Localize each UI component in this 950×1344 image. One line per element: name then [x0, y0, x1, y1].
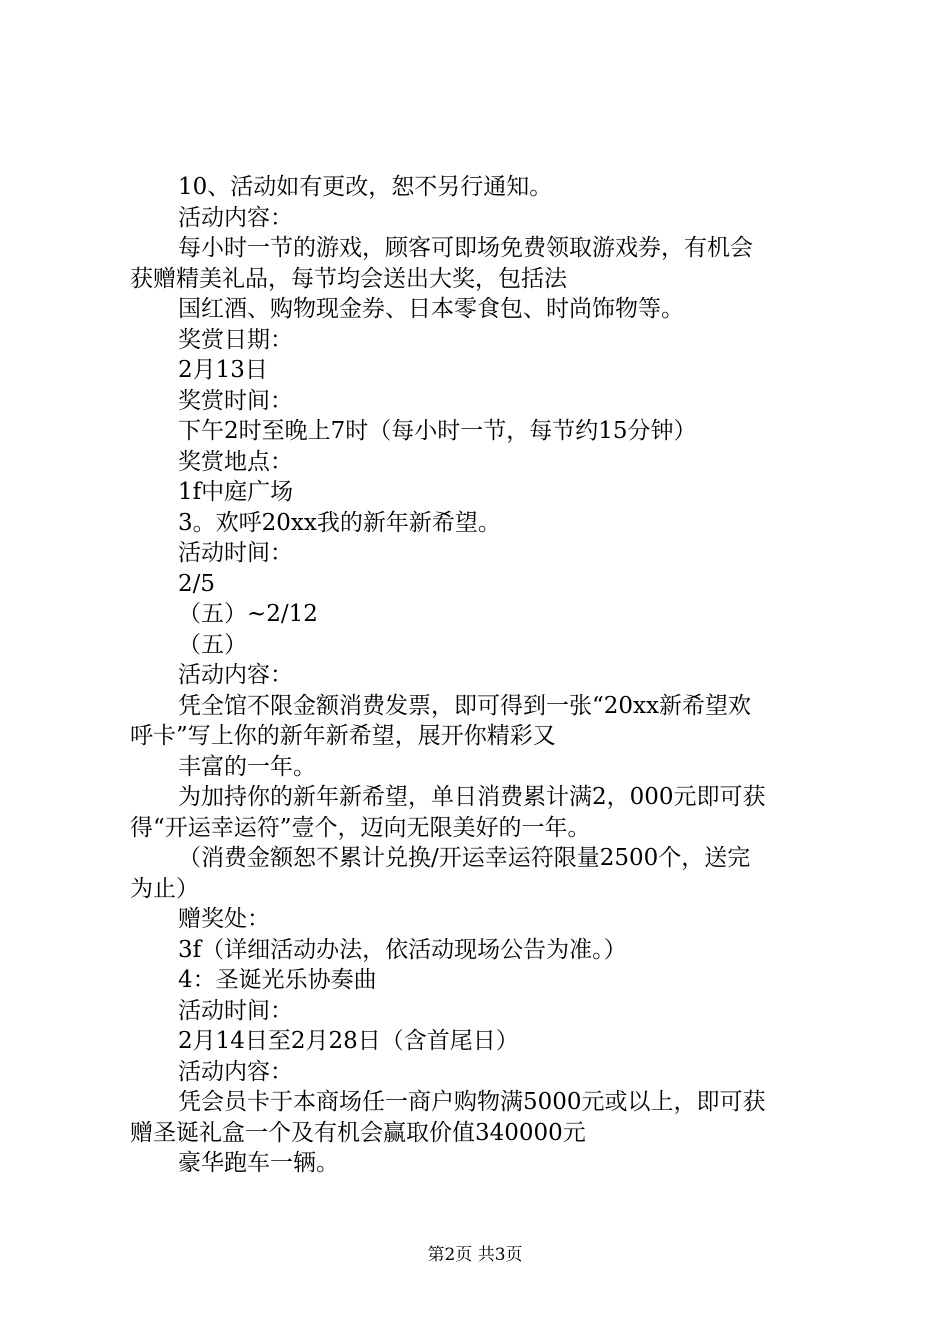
text-line: （消费金额恕不累计兑换/开运幸运符限量2500个，送完 [178, 845, 751, 871]
text-line: 活动内容： [178, 662, 293, 688]
text-line: 3。欢呼20xx我的新年新希望。 [178, 509, 501, 536]
text-line: 活动内容： [178, 1058, 293, 1085]
text-line: 活动时间： [178, 540, 293, 566]
text-line: 得“开运幸运符”壹个，迈向无限美好的一年。 [130, 814, 591, 841]
text-line: （五） [178, 631, 247, 658]
text-line: 奖赏时间： [178, 387, 293, 414]
page-footer: 第2页 共3页 [427, 1245, 523, 1265]
text-line: 凭会员卡于本商场任一商户购物满5000元或以上，即可获 [178, 1089, 766, 1115]
text-line: 国红酒、购物现金券、日本零食包、时尚饰物等。 [178, 296, 684, 322]
text-line: 下午2时至晚上7时（每小时一节，每节约15分钟） [178, 418, 697, 444]
text-line: 丰富的一年。 [178, 753, 316, 780]
text-line: 2月14日至2月28日（含首尾日） [178, 1028, 519, 1054]
text-line: 为加持你的新年新希望，单日消费累计满2，000元即可获 [178, 784, 766, 810]
text-line: 每小时一节的游戏，顾客可即场免费领取游戏券，有机会 [178, 235, 753, 261]
text-line: 获赠精美礼品，每节均会送出大奖，包括法 [130, 265, 567, 292]
text-line: 4：圣诞光乐协奏曲 [178, 967, 377, 993]
text-line: 凭全馆不限金额消费发票，即可得到一张“20xx新希望欢 [178, 692, 751, 719]
text-line: 呼卡”写上你的新年新希望，展开你精彩又 [130, 723, 556, 749]
text-line: 豪华跑车一辆。 [178, 1150, 339, 1176]
text-line: 奖赏地点： [178, 448, 293, 475]
text-line: 活动时间： [178, 997, 293, 1024]
text-line: 2/5 [178, 570, 216, 597]
text-line: 赠圣诞礼盒一个及有机会赢取价值340000元 [130, 1119, 586, 1146]
text-line: 为止） [130, 875, 199, 902]
text-line: 3f（详细活动办法，依活动现场公告为准。） [178, 936, 627, 963]
text-line: 10、活动如有更改，恕不另行通知。 [178, 174, 553, 200]
document-body [130, 172, 832, 1179]
text-line: 2月13日 [178, 357, 268, 383]
text-line: 1f中庭广场 [178, 479, 294, 505]
text-line: 奖赏日期： [178, 326, 293, 353]
text-line: （五）~2/12 [178, 601, 318, 627]
text-line: 活动内容： [178, 204, 293, 231]
text-line: 赠奖处： [178, 906, 270, 932]
